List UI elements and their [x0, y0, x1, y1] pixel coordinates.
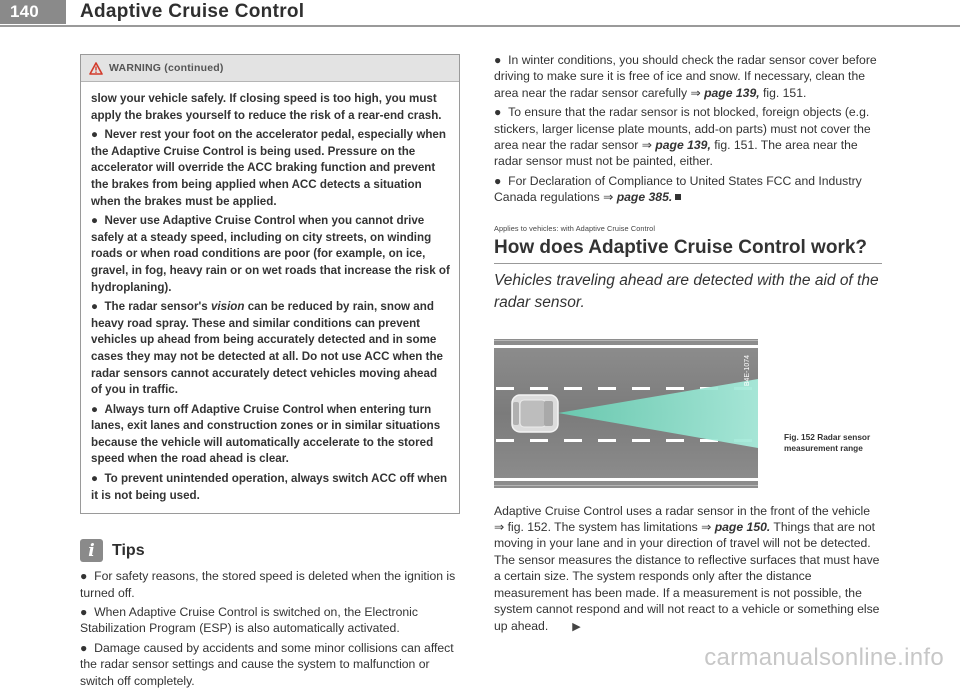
tips-item: ● When Adaptive Cruise Control is switched on, the Electronic Stabilization Program (ESP) is also automatically activated. — [80, 605, 418, 636]
figure-code: B4E-1074 — [744, 354, 751, 386]
list-item: ● In winter conditions, you should check the radar sensor cover before driving to make sure it is free of ice and snow. If necessary, clean the area near the radar sensor carefully ⇒ page 139, fig. 151. — [494, 53, 877, 100]
page-link[interactable]: page 150. — [714, 520, 771, 535]
right-column — [494, 52, 882, 635]
tips-title: Tips — [112, 541, 145, 559]
warning-header — [81, 55, 459, 82]
section-end-mark — [675, 194, 681, 200]
warning-body — [81, 82, 459, 513]
section-heading: How does Adaptive Cruise Control work? — [494, 236, 868, 258]
watermark: carmanualsonline.info — [704, 644, 944, 671]
header-rule — [0, 25, 960, 27]
list-item: ● To ensure that the radar sensor is not blocked, foreign objects (e.g. stickers, larger license plate mounts, add-on parts) must not cover the area near the radar sensor ⇒ page 139, fig. 151. The area near the radar sensor must not be painted, either. — [494, 105, 871, 169]
radar-range-illustration — [494, 339, 758, 488]
section-lead: Vehicles traveling ahead are detected with the aid of the radar sensor. — [494, 271, 879, 311]
road-edge-bottom — [494, 478, 758, 481]
description-paragraph: Adaptive Cruise Control uses a radar sensor in the front of the vehicle ⇒ fig. 152. The system has limitations ⇒ page 150. Things that are not moving in your lane and in your direction of travel will not be detected. The sensor measures the distance to reflective surfaces that must have a certain size. The system responds only after the distance measurement has been made. If a measurement is not possible, the system cannot respond and will not react to a vehicle or something else up ahead. ▶ — [494, 503, 882, 635]
page-link[interactable]: page 385. — [616, 190, 673, 205]
page-link[interactable]: page 139, — [704, 85, 760, 100]
radar-care-list — [494, 52, 882, 206]
warning-bullet: ● Never use Adaptive Cruise Control when you cannot drive safely at a steady speed, including on city streets, on winding roads or when road conditions are poor (for example, on ice, gravel, in fog, heavy rain or on wet roads that increase the risk of hydroplaning). — [91, 214, 450, 294]
tips-item: ● For safety reasons, the stored speed is deleted when the ignition is turned off. — [80, 569, 456, 600]
page-number: 140 — [10, 2, 39, 21]
vehicle-top-view — [512, 395, 558, 432]
applies-to-note: Applies to vehicles: with Adaptive Cruise Control — [494, 223, 656, 233]
warning-label: WARNING (continued) — [109, 62, 224, 74]
tips-item: ● Damage caused by accidents and some minor collisions can affect the radar sensor settings and cause the system to malfunction or switch off completely. — [80, 640, 454, 688]
warning-bullet: ● The radar sensor's vision can be reduced by rain, snow and heavy road spray. These and similar conditions can prevent vehicles up ahead from being accurately detected and in some cases they may not be detected at all. Do not use ACC when the radar sensors cannot accurately detect vehicles moving ahead of you in traffic. — [91, 300, 443, 397]
section-rule — [494, 263, 882, 264]
chapter-title: Adaptive Cruise Control — [80, 1, 305, 22]
road-edge-top — [494, 345, 758, 348]
warning-paragraph: slow your vehicle safely. If closing speed is too high, you must apply the brakes yourself to reduce the risk of a rear-end crash. — [91, 92, 442, 122]
warning-box — [80, 54, 460, 514]
warning-triangle-icon — [89, 62, 103, 75]
warning-bullet: ● To prevent unintended operation, always switch ACC off when it is not being used. — [91, 472, 448, 502]
figure-row — [494, 339, 882, 489]
info-icon: i — [80, 539, 103, 562]
warning-bullet: ● Never rest your foot on the accelerator pedal, especially when the Adaptive Cruise Control is being used. Pressure on the accelerator will override the ACC braking function and prevent the brakes from being applied when ACC detects a situation when the brakes must be applied. — [91, 128, 446, 208]
warning-bullet: ● Always turn off Adaptive Cruise Control when entering turn lanes, exit lanes and construction zones or in similar situations because the vehicle will automatically accelerate to the stored speed when the road ahead is clear. — [91, 402, 441, 466]
left-column — [80, 54, 462, 692]
page-number-box — [0, 0, 66, 24]
page-link[interactable]: page 139, — [655, 138, 711, 153]
list-item: ● For Declaration of Compliance to United States FCC and Industry Canada regulations ⇒ page 385. — [494, 173, 862, 205]
tips-header — [80, 539, 462, 562]
figure-caption: Fig. 152 Radar sensor measurement range — [784, 431, 871, 453]
continued-arrow-icon: ▶ — [572, 620, 581, 633]
tips-list — [80, 568, 462, 689]
